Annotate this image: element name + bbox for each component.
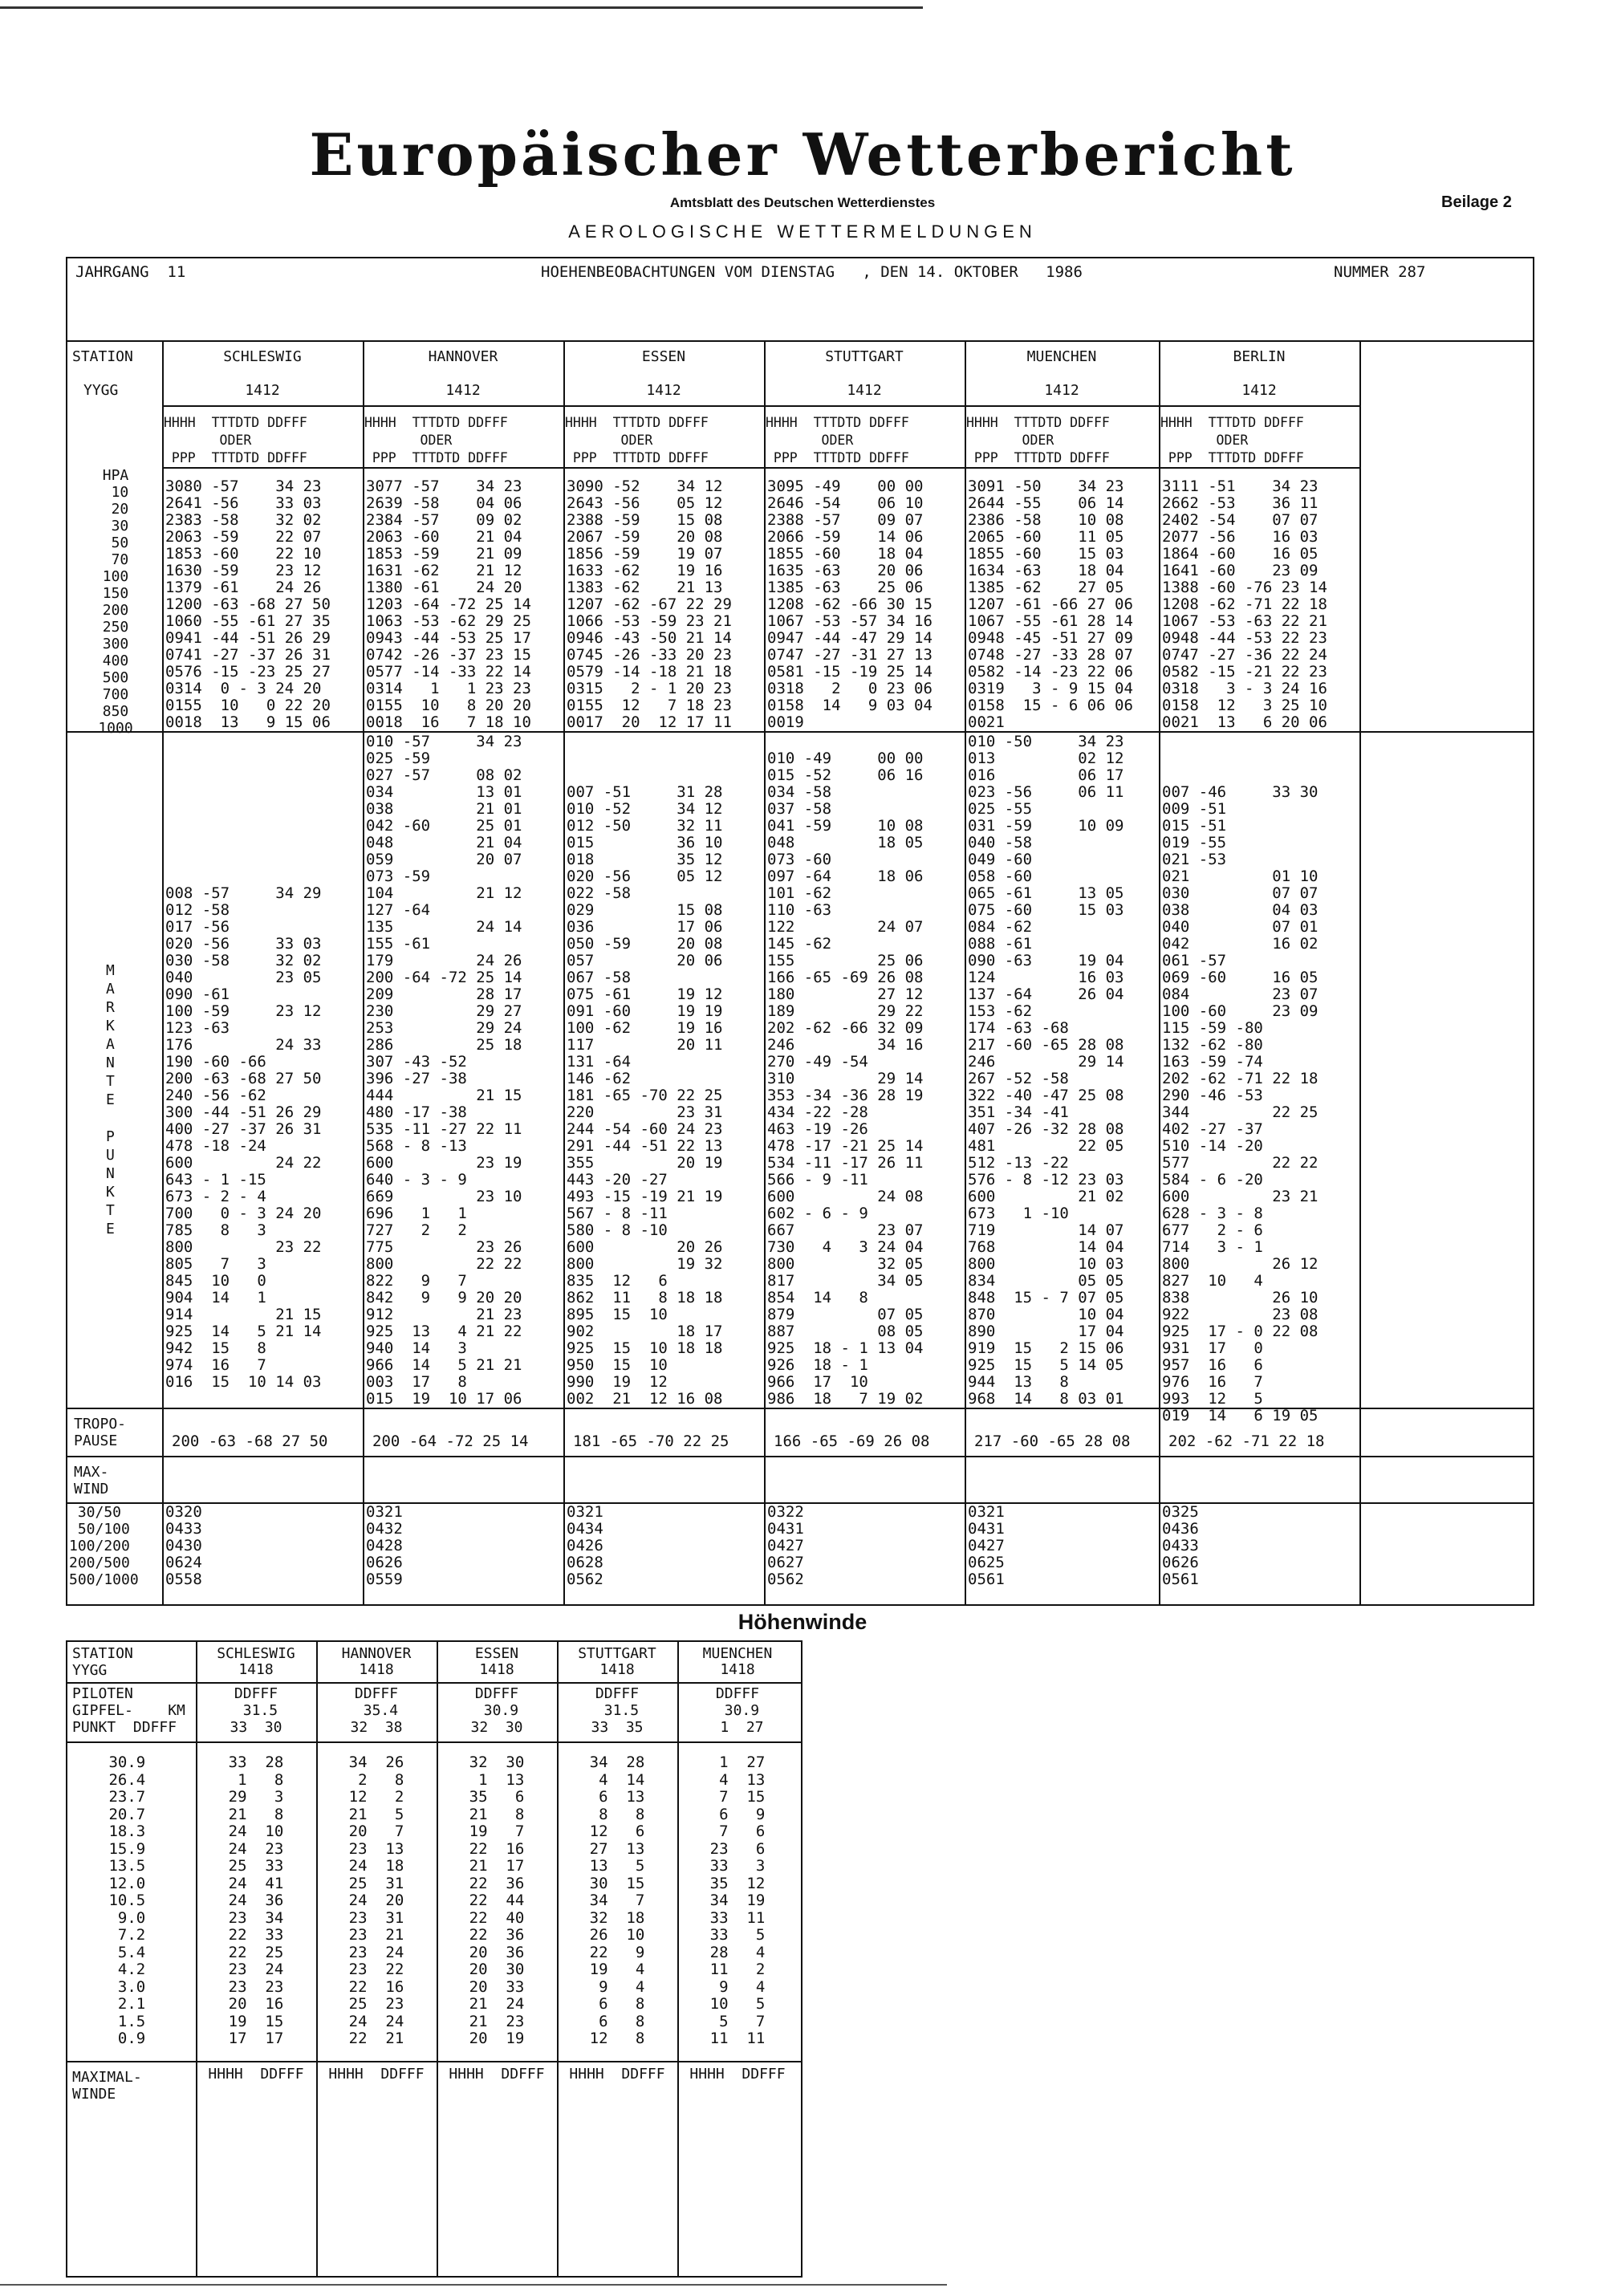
- station-name: SCHLESWIG: [223, 348, 302, 365]
- standard-levels: 3111 -51 34 23 2662 -53 36 11 2402 -54 07 07 2077 -56 16 03 1864 -60 16 05 1641 -60 23 09 1388 -60 -76 23 14 1208 -62 -71 22 18 1067 -53 -63 22 21 0948 -44 -53 22 23 0747 -27 -36 22 24 0582 -15 -21 22 23 0318 3 - 3 24 16 0158 12 3 25 10 0021 13 6 20 06: [1162, 477, 1327, 731]
- aerological-table: [66, 340, 1534, 1606]
- station-name: ESSEN: [641, 348, 686, 365]
- standard-levels: 3091 -50 34 23 2644 -55 06 14 2386 -58 10 08 2065 -60 11 05 1855 -60 15 03 1634 -63 18 04 1385 -62 27 05 1207 -61 -66 27 06 1067 -55 -61 28 14 0948 -45 -51 27 09 0748 -27 -33 28 07 0582 -14 -23 22 06 0319 3 - 9 15 04 0158 15 - 6 06 06 0021: [968, 477, 1133, 731]
- hw-station-name: SCHLESWIG: [217, 1645, 295, 1662]
- standard-levels: 3095 -49 00 00 2646 -54 06 10 2388 -57 09 07 2066 -59 14 06 1855 -60 18 04 1635 -63 20 06 1385 -63 25 06 1208 -62 -66 30 15 1067 -53 -57 34 16 0947 -44 -47 29 14 0747 -27 -31 27 13 0581 -15 -19 25 14 0318 2 0 23 06 0158 14 9 03 04 0019: [767, 477, 933, 731]
- tropopause: 166 -65 -69 26 08: [774, 1432, 930, 1450]
- standard-levels: 3090 -52 34 12 2643 -56 05 12 2388 -59 15 08 2067 -59 20 08 1856 -59 19 07 1633 -62 19 16 1383 -62 21 13 1207 -62 -67 22 29 1066 -53 -59 23 21 0946 -43 -50 21 14 0745 -26 -33 20 23 0579 -14 -18 21 18 0315 2 - 1 20 23 0155 12 7 18 23 0017 20 12 17 11: [567, 477, 732, 731]
- hoehenwinde-table: [66, 1640, 802, 2278]
- page-title: Europäischer Wetterbericht: [309, 120, 1296, 189]
- section-title: AEROLOGISCHE WETTERMELDUNGEN: [568, 221, 1037, 242]
- station-name: BERLIN: [1233, 348, 1286, 365]
- tropopause: 217 -60 -65 28 08: [974, 1432, 1131, 1450]
- station-name: HANNOVER: [428, 348, 498, 365]
- hw-station-name: MUENCHEN: [702, 1645, 773, 1662]
- maxwind-values: 0322 0431 0427 0627 0562: [767, 1503, 804, 1588]
- markante-punkte-label: M A R K A N T E P U N K T E: [106, 962, 115, 1237]
- top-rule: [0, 6, 923, 9]
- issue-number: NUMMER 287: [1334, 263, 1426, 281]
- hw-piloten-label: PILOTEN GIPFEL- KM PUNKT DDFFF: [72, 1685, 185, 1736]
- hw-max-header: HHHH DDFFF: [569, 2066, 665, 2083]
- hw-max-header: HHHH DDFFF: [208, 2066, 304, 2083]
- significant-levels: 007 -51 31 28 010 -52 34 12 012 -50 32 11 015 36 10 018 35 12 020 -56 05 12 022 -58 029 15 08 036 17 06 050 -59 20 08 057 20 06 067 -58 075 -61 19 12 091 -60 19 19 100 -62 19 16 117 20 11 131 -64 146 -62 181 -65 -70 22 25 220 23 31 244 -54 -60 24 23 291 -44 -51 22 13 355 20 19 443 -20 -27 493 -15 -19 21 19 567 - 8 -11 580 - 8 -10 600 20 26 800 19 32 835 12 6 862 11 8 18 18 895 15 10 902 18 17 925 15 10 18 18 950 15 10 990 19 12 002 21 12 16 08: [567, 783, 723, 1408]
- maxwind-label: MAX- WIND: [74, 1464, 109, 1497]
- tropopause: 181 -65 -70 22 25: [573, 1432, 729, 1450]
- page-subtitle: Amtsblatt des Deutschen Wetterdienstes: [669, 195, 936, 210]
- station-yygg: 1412: [847, 382, 882, 399]
- significant-levels: 010 -57 34 23 025 -59 027 -57 08 02 034 13 01 038 21 01 042 -60 25 01 048 21 04 059 20 07 073 -59 104 21 12 127 -64 135 24 14 155 -61 179 24 26 200 -64 -72 25 14 209 28 17 230 29 27 253 29 24 286 25 18 307 -43 -52 396 -27 -38 444 21 15 480 -17 -38 535 -11 -27 22 11 568 - 8 -13 600 23 19 640 - 3 - 9 669 23 10 696 1 1 727 2 2 775 23 26 800 22 22 822 9 7 842 9 9 20 20 912 21 23 925 13 4 21 22 940 14 3 966 14 5 21 21 003 17 8 015 19 10 17 06: [366, 733, 522, 1408]
- hoehenwinde-title: Höhenwinde: [737, 1610, 868, 1634]
- tropopause: 200 -63 -68 27 50: [172, 1432, 328, 1450]
- hw-gipfel: DDFFF 30.9 32 30: [470, 1685, 523, 1736]
- station-yygg: 1412: [245, 382, 280, 399]
- column-header: HHHH TTTDTD DDFFF ODER PPP TTTDTD DDFFF: [966, 415, 1110, 465]
- hw-max-header: HHHH DDFFF: [328, 2066, 425, 2083]
- maxwind-values: 0325 0436 0433 0626 0561: [1162, 1503, 1199, 1588]
- hw-winds: 1 27 4 13 7 15 6 9 7 6 23 6 33 3 35 12 34 19 33 11 33 5 28 4 11 2 9 4 10 5 5 7 11 11: [709, 1753, 766, 2047]
- header-box: [66, 257, 1534, 342]
- hpa-levels: HPA 10 20 30 50 70 100 150 200 250 300 400 500 700 850 1000: [98, 467, 133, 737]
- station-yygg: 1412: [445, 382, 481, 399]
- significant-levels: 010 -49 00 00 015 -52 06 16 034 -58 037 -58 041 -59 10 08 048 18 05 073 -60 097 -64 18 06 101 -62 110 -63 122 24 07 145 -62 155 25 06 166 -65 -69 26 08 180 27 12 189 29 22 202 -62 -66 32 09 246 34 16 270 -49 -54 310 29 14 353 -34 -36 28 19 434 -22 -28 463 -19 -26 478 -17 -21 25 14 534 -11 -17 26 11 566 - 9 -11 600 24 08 602 - 6 - 9 667 23 07 730 4 3 24 04 800 32 05 817 34 05 854 14 8 879 07 05 887 08 05 925 18 - 1 13 04 926 18 - 1 966 17 10 986 18 7 19 02: [767, 750, 924, 1408]
- hw-winds: 34 26 2 8 12 2 21 5 20 7 23 13 24 18 25 31 24 20 23 31 23 21 23 24 23 22 22 16 25 23 24 24 22 21: [348, 1753, 404, 2047]
- tropopause-label: TROPO- PAUSE: [74, 1416, 127, 1449]
- observation-date: HOEHENBEOBACHTUNGEN VOM DIENSTAG , DEN 14. OKTOBER 1986: [541, 263, 1083, 281]
- column-header: HHHH TTTDTD DDFFF ODER PPP TTTDTD DDFFF: [364, 415, 508, 465]
- hw-station-yygg: 1418: [599, 1661, 635, 1678]
- bottom-rule: [0, 2284, 947, 2286]
- hw-max-header: HHHH DDFFF: [689, 2066, 786, 2083]
- yygg-label: YYGG: [83, 382, 119, 399]
- hw-station-name: HANNOVER: [341, 1645, 412, 1662]
- hw-station-name: ESSEN: [474, 1645, 519, 1662]
- significant-levels: 010 -50 34 23 013 02 12 016 06 17 023 -56 06 11 025 -55 031 -59 10 09 040 -58 049 -60 058 -60 065 -61 13 05 075 -60 15 03 084 -62 088 -61 090 -63 19 04 124 16 03 137 -64 26 04 153 -62 174 -63 -68 217 -60 -65 28 08 246 29 14 267 -52 -58 322 -40 -47 25 08 351 -34 -41 407 -26 -32 28 08 481 22 05 512 -13 -22 576 - 8 -12 23 03 600 21 02 673 1 -10 719 14 07 768 14 04 800 10 03 834 05 05 848 15 - 7 07 05 870 10 04 890 17 04 919 15 2 15 06 925 15 5 14 05 944 13 8 968 14 8 03 01: [968, 733, 1124, 1408]
- hw-maximal-label: MAXIMAL- WINDE: [72, 2069, 142, 2103]
- hw-winds: 33 28 1 8 29 3 21 8 24 10 24 23 25 33 24 41 24 36 23 34 22 33 22 25 23 24 23 23 20 16 19 15 17 17: [228, 1753, 284, 2047]
- maxwind-levels: 30/50 50/100 100/200 200/500 500/1000: [69, 1504, 139, 1588]
- hw-gipfel: DDFFF 35.4 32 38: [350, 1685, 403, 1736]
- maxwind-values: 0321 0432 0428 0626 0559: [366, 1503, 403, 1588]
- standard-levels: 3077 -57 34 23 2639 -58 04 06 2384 -57 09 02 2063 -60 21 04 1853 -59 21 09 1631 -62 21 12 1380 -61 24 20 1203 -64 -72 25 14 1063 -53 -62 29 25 0943 -44 -53 25 17 0742 -26 -37 23 15 0577 -14 -33 22 14 0314 1 1 23 23 0155 10 8 20 20 0018 16 7 18 10: [366, 477, 531, 731]
- beilage-label: Beilage 2: [1441, 193, 1512, 211]
- hw-winds: 34 28 4 14 6 13 8 8 12 6 27 13 13 5 30 15 34 7 32 18 26 10 22 9 19 4 9 4 6 8 6 8 12 8: [589, 1753, 645, 2047]
- station-yygg: 1412: [1044, 382, 1079, 399]
- jahrgang: JAHRGANG 11: [75, 263, 186, 281]
- station-yygg: 1412: [1241, 382, 1277, 399]
- hw-station-yygg: 1418: [238, 1661, 274, 1678]
- standard-levels: 3080 -57 34 23 2641 -56 33 03 2383 -58 32 02 2063 -59 22 07 1853 -60 22 10 1630 -59 23 12 1379 -61 24 26 1200 -63 -68 27 50 1060 -55 -61 27 35 0941 -44 -51 26 29 0741 -27 -37 26 31 0576 -15 -23 25 27 0314 0 - 3 24 20 0155 10 0 22 20 0018 13 9 15 06: [165, 477, 331, 731]
- maxwind-values: 0321 0431 0427 0625 0561: [968, 1503, 1005, 1588]
- significant-levels: 007 -46 33 30 009 -51 015 -51 019 -55 021 -53 021 01 10 030 07 07 038 04 03 040 07 01 042 16 02 061 -57 069 -60 16 05 084 23 07 100 -60 23 09 115 -59 -80 132 -62 -80 163 -59 -74 202 -62 -71 22 18 290 -46 -53 344 22 25 402 -27 -37 510 -14 -20 577 22 22 584 - 6 -20 600 23 21 628 - 3 - 8 677 2 - 6 714 3 - 1 800 26 12 827 10 4 838 26 10 922 23 08 925 17 - 0 22 08 931 17 0 957 16 6 976 16 7 993 12 5 019 14 6 19 05: [1162, 783, 1319, 1424]
- column-header: HHHH TTTDTD DDFFF ODER PPP TTTDTD DDFFF: [766, 415, 909, 465]
- column-header: HHHH TTTDTD DDFFF ODER PPP TTTDTD DDFFF: [1160, 415, 1304, 465]
- hw-winds: 32 30 1 13 35 6 21 8 19 7 22 16 21 17 22 36 22 44 22 40 22 36 20 36 20 30 20 33 21 24 21 23 20 19: [469, 1753, 525, 2047]
- maxwind-values: 0321 0434 0426 0628 0562: [567, 1503, 603, 1588]
- hw-gipfel: DDFFF 31.5 33 35: [591, 1685, 644, 1736]
- station-name: STUTTGART: [825, 348, 904, 365]
- tropopause: 202 -62 -71 22 18: [1168, 1432, 1325, 1450]
- hw-station-yygg: 1418: [720, 1661, 755, 1678]
- hw-gipfel: DDFFF 30.9 1 27: [715, 1685, 764, 1736]
- hw-station-yygg: 1418: [359, 1661, 394, 1678]
- tropopause: 200 -64 -72 25 14: [372, 1432, 529, 1450]
- station-yygg: 1412: [646, 382, 681, 399]
- hw-station-name: STUTTGART: [578, 1645, 656, 1662]
- column-header: HHHH TTTDTD DDFFF ODER PPP TTTDTD DDFFF: [164, 415, 307, 465]
- significant-levels: 008 -57 34 29 012 -58 017 -56 020 -56 33 03 030 -58 32 02 040 23 05 090 -61 100 -59 23 12 123 -63 176 24 33 190 -60 -66 200 -63 -68 27 50 240 -56 -62 300 -44 -51 26 29 400 -27 -37 26 31 478 -18 -24 600 24 22 643 - 1 -15 673 - 2 - 4 700 0 - 3 24 20 785 8 3 800 23 22 805 7 3 845 10 0 904 14 1 914 21 15 925 14 5 21 14 942 15 8 974 16 7 016 15 10 14 03: [165, 884, 322, 1391]
- hw-gipfel: DDFFF 31.5 33 30: [230, 1685, 282, 1736]
- column-header: HHHH TTTDTD DDFFF ODER PPP TTTDTD DDFFF: [565, 415, 709, 465]
- hw-station-label: STATION YYGG: [72, 1645, 133, 1679]
- hw-heights: 30.9 26.4 23.7 20.7 18.3 15.9 13.5 12.0 10.5 9.0 7.2 5.4 4.2 3.0 2.1 1.5 0.9: [108, 1753, 146, 2047]
- station-name: MUENCHEN: [1026, 348, 1097, 365]
- hw-station-yygg: 1418: [479, 1661, 514, 1678]
- station-label: STATION: [72, 348, 133, 365]
- maxwind-values: 0320 0433 0430 0624 0558: [165, 1503, 202, 1588]
- hw-max-header: HHHH DDFFF: [449, 2066, 545, 2083]
